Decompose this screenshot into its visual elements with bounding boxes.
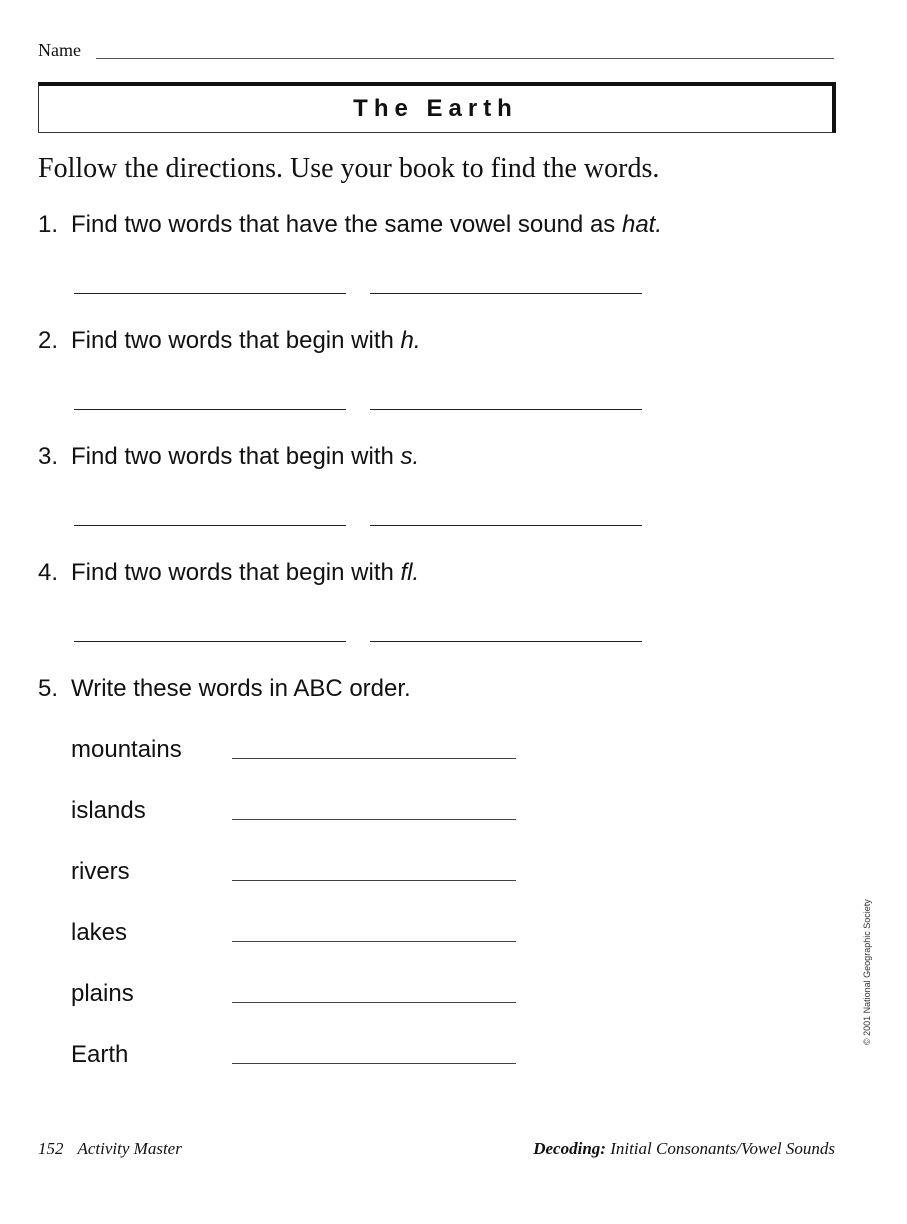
abc-answer-line-1[interactable] <box>232 758 516 759</box>
abc-answer-line-2[interactable] <box>232 819 516 820</box>
question-4 <box>38 559 419 587</box>
question-number: 5. <box>38 675 59 702</box>
abc-word: rivers <box>71 858 130 885</box>
question-emphasis: fl. <box>400 559 420 586</box>
footer-left <box>38 1139 182 1159</box>
question-text: Find two words that begin with <box>71 443 401 470</box>
question-number: 1. <box>38 211 59 238</box>
abc-word: mountains <box>71 736 182 763</box>
question-number: 4. <box>38 559 59 586</box>
answer-line-1a[interactable] <box>74 293 346 294</box>
name-field-line[interactable] <box>96 58 834 59</box>
question-number: 3. <box>38 443 59 470</box>
copyright-notice: © 2001 National Geographic Society <box>862 899 872 1045</box>
footer-right-bold: Decoding: <box>533 1139 606 1158</box>
answer-line-4a[interactable] <box>74 641 346 642</box>
title-bar <box>38 82 836 133</box>
footer-right <box>533 1139 835 1159</box>
question-emphasis: h. <box>400 327 421 354</box>
name-label: Name <box>38 40 81 60</box>
abc-answer-line-6[interactable] <box>232 1063 516 1064</box>
question-emphasis: hat. <box>621 211 662 238</box>
answer-line-4b[interactable] <box>370 641 642 642</box>
answer-line-3a[interactable] <box>74 525 346 526</box>
abc-word: islands <box>71 797 146 824</box>
abc-answer-line-4[interactable] <box>232 941 516 942</box>
abc-word: plains <box>71 980 134 1007</box>
question-number: 2. <box>38 327 59 354</box>
answer-line-2a[interactable] <box>74 409 346 410</box>
abc-word: Earth <box>71 1041 129 1068</box>
answer-line-1b[interactable] <box>370 293 642 294</box>
question-text: Write these words in ABC order. <box>71 675 411 702</box>
abc-answer-line-5[interactable] <box>232 1002 516 1003</box>
question-text: Find two words that begin with <box>71 559 401 586</box>
abc-word: lakes <box>71 919 128 946</box>
page-title: The Earth <box>353 95 518 122</box>
question-emphasis: s. <box>400 443 420 470</box>
footer-right-label: Initial Consonants/Vowel Sounds <box>605 1139 835 1158</box>
answer-line-3b[interactable] <box>370 525 642 526</box>
abc-answer-line-3[interactable] <box>232 880 516 881</box>
question-text: Find two words that begin with <box>71 327 401 354</box>
page-number: 152 <box>38 1139 64 1158</box>
question-5 <box>38 675 411 703</box>
question-text: Find two words that have the same vowel sound as <box>71 211 622 238</box>
footer-left-label: Activity Master <box>77 1139 182 1158</box>
answer-line-2b[interactable] <box>370 409 642 410</box>
question-1 <box>38 211 662 239</box>
directions-text: Follow the directions. Use your book to find the words. <box>38 153 660 184</box>
question-2 <box>38 327 421 355</box>
question-3 <box>38 443 419 471</box>
